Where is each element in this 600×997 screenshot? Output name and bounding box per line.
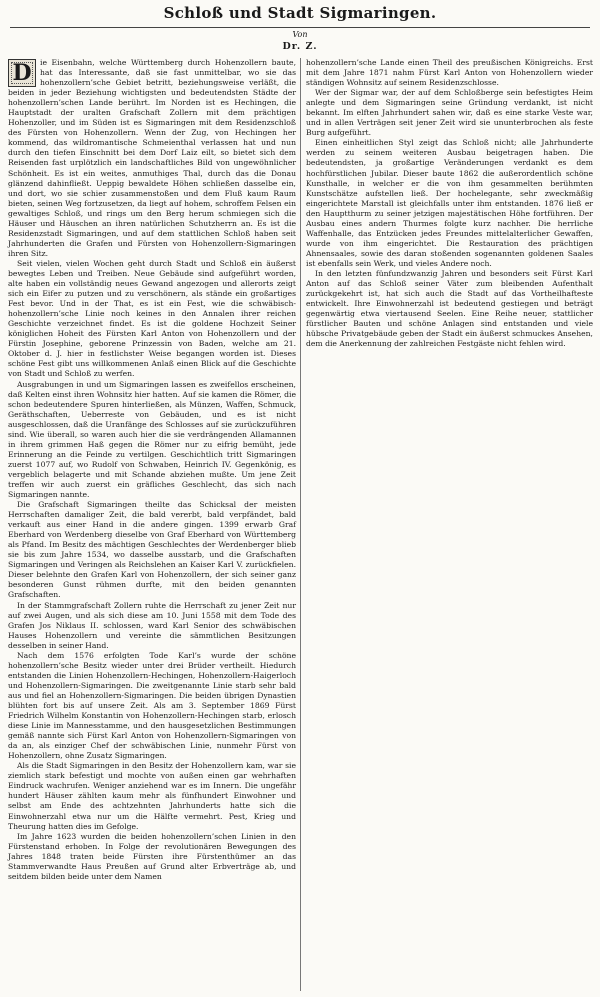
right-column (306, 58, 593, 349)
paragraph: Als die Stadt Sigmaringen in den Besitz der Hohenzollern kam, war sie ziemlich stark befestigt und mochte von außen einen gar wehrhaften Eindruck wachrufen. Weniger anziehend war es im Innern. Die ungefähr hundert Häuser zählten kaum mehr als fünfhundert Einwohner und selbst am Ende des achtzehnten Jahrhunderts hatte sich die Einwohnerzahl etwa nur um die Hälfte vermehrt. Pest, Krieg und Theurung hatten dies im Gefolge. (8, 761, 296, 831)
paragraph-text: ie Eisenbahn, welche Württemberg durch Hohenzollern baute, hat das Interessante, daß sie fast unmittelbar, wo sie das hohenzollern’sche Gebiet betritt, beziehungsweise verläßt, die beiden in jeder Beziehung wichtigsten und bedeutendsten Städte der hohenzollern’schen Lande berührt. Im Norden ist es Hechingen, die Hauptstadt der uralten Grafschaft Zollern mit dem prächtigen Hohenzoller, und im Süden ist es Sigmaringen mit dem Residenzschloß des Fürsten von Hohenzollern. Wenn der Zug, von Hechingen her kommend, das wildromantische Schmeienthal verlassen hat und nun durch den tiefen Einschnitt bei dem Dorf Laiz eilt, so bietet sich dem Reisenden fast urplötzlich ein landschaftliches Bild von ungewöhnlicher Schönheit. Es ist ein weites, anmuthiges Thal, durch das die Donau glänzend dahinfließt. Ueppig bewaldete Höhen schließen dasselbe ein, und dort, wo sie schier zusammenstoßen und dem Fluß kaum Raum bieten, seinen Weg fortzusetzen, da liegt auf hohem, schroffem Felsen ein gewaltiges Schloß, und rings um den Berg herum schmiegen sich die Häuser und Häuschen an ihren natürlichen Schutzherrn an. Es ist die Residenzstadt Sigmaringen, und auf dem stattlichen Schloß haben seit Jahrhunderten die Grafen und Fürsten von Hohenzollern-Sigmaringen ihren Sitz. (8, 58, 296, 258)
paragraph: In der Stammgrafschaft Zollern ruhte die Herrschaft zu jener Zeit nur auf zwei Augen, und als sich diese am 10. Juni 1558 mit dem Tode des Grafen Jos Niklaus II. schlossen, ward Karl Senior des schwäbischen Hauses Hohenzollern und vereinte die sämmtlichen Besitzungen desselben in seiner Hand. (8, 600, 296, 650)
byline-prefix: Von (292, 30, 308, 39)
left-column (8, 58, 296, 882)
dropcap-ornament (8, 59, 36, 87)
dropcap-letter: D (12, 60, 32, 86)
paragraph: Die Grafschaft Sigmaringen theilte das Schicksal der meisten Herrschaften damaliger Zeit, die bald vererbt, bald verpfändet, bald verkauft aus einer Hand in die andere gingen. 1399 erwarb Graf Eberhard von Werdenberg dieselbe von Graf Eberhard von Württemberg als Pfand. Im Besitz des mächtigen Geschlechtes der Werdenberger blieb sie bis zum Jahre 1534, wo dasselbe ausstarb, und die Grafschaften Sigmaringen und Veringen als Reichslehen an Kaiser Karl V. zurückfielen. Dieser belehnte den Grafen Karl von Hohenzollern, der sich seiner ganz besonderen Gunst rühmen durfte, mit den beiden genannten Grafschaften. (8, 500, 296, 600)
paragraph: Nach dem 1576 erfolgten Tode Karl’s wurde der schöne hohenzollern’sche Besitz wieder unter drei Brüder vertheilt. Hiedurch entstanden die Linien Hohenzollern-Hechingen, Hohenzollern-Haigerloch und Hohenzollern-Sigmaringen. Die zweitgenannte Linie starb sehr bald aus und fiel an Hohenzollern-Sigmaringen. Die beiden übrigen Dynastien blühten fort bis auf unsere Zeit. Als am 3. September 1869 Fürst Friedrich Wilhelm Konstantin von Hohenzollern-Hechingen starb, erlosch diese Linie im Mannesstamme, und den hausgesetzlichen Bestimmungen gemäß nannte sich Fürst Karl Anton von Hohenzollern-Sigmaringen von da an, als einziger Chef der schwäbischen Linie, nunmehr Fürst von Hohenzollern, ohne Zusatz Sigmaringen. (8, 650, 296, 761)
paragraph: In den letzten fünfundzwanzig Jahren und besonders seit Fürst Karl Anton auf das Schloß seiner Väter zum bleibenden Aufenthalt zurückgekehrt ist, hat sich auch die Stadt auf das Vortheilhafteste entwickelt. Ihre Einwohnerzahl ist bedeutend gestiegen und beträgt gegenwärtig etwa viertausend Seelen. Eine Reihe neuer, stattlicher fürstlicher Bauten und schöne Anlagen sind entstanden und viele hübsche Privatgebäude geben der Stadt ein äußerst schmuckes Ansehen, dem die Anerkennung der zahlreichen Festgäste nicht fehlen wird. (306, 268, 593, 349)
paragraph (8, 58, 296, 259)
paragraph: Wer der Sigmar war, der auf dem Schloßberge sein befestigtes Heim anlegte und dem Sigmaringen seine Gründung verdankt, ist nicht bekannt. Im elften Jahrhundert sahen wir, daß es eine starke Veste war, und in allen Verträgen seit jener Zeit wird sie ununterbrochen als feste Burg aufgeführt. (306, 88, 593, 138)
byline-author: Dr. Z. (282, 41, 318, 52)
paragraph: hohenzollern’sche Lande einen Theil des preußischen Königreichs. Erst mit dem Jahre 1871 nahm Fürst Karl Anton von Hohenzollern wieder ständigen Wohnsitz auf seinem Residenzschlosse. (306, 58, 593, 88)
paragraph: Ausgrabungen in und um Sigmaringen lassen es zweifellos erscheinen, daß Kelten einst ihren Wohnsitz hier hatten. Auf sie kamen die Römer, die schon bedeutendere Spuren hinterließen, als Münzen, Waffen, Schmuck, Geräthschaften, Ueberreste von Gebäuden, und es ist nicht ausgeschlossen, daß die Uranfänge des Schlosses auf sie zurückzuführen sind. Wie überall, so waren auch hier die sie verdrängenden Allamannen in ihrem grimmen Haß gegen die Römer nur zu eifrig bemüht, jede Erinnerung an die Feinde zu vertilgen. Geschichtlich tritt Sigmaringen zuerst 1077 auf, wo Rudolf von Schwaben, Heinrich IV. Gegenkönig, es vergeblich belagerte und mit Schande abziehen mußte. Um jene Zeit treffen wir auch zuerst ein gräfliches Geschlecht, das sich nach Sigmaringen nannte. (8, 379, 296, 500)
title-rule (10, 27, 590, 28)
paragraph: Einen einheitlichen Styl zeigt das Schloß nicht; alle Jahrhunderte werden zu seinem weiteren Ausbau beigetragen haben. Die bedeutendsten, ja großartige Veränderungen verdankt es dem hochfürstlichen Jubilar. Dieser baute 1862 die außerordentlich schöne Kunsthalle, in welcher er die von ihm gesammelten berühmten Kunstschätze aufstellen ließ. Der hochelegante, sehr zweckmäßig eingerichtete Marstall ist gleichfalls unter ihm entstanden. 1876 ließ er den Hauptthurm zu seiner jetzigen majestätischen Höhe fortführen. Der Ausbau eines andern Thurmes folgte kurz nachher. Die herrliche Waffenhalle, das Entzücken jedes Freundes mittelalterlicher Gewaffen, wurde von ihm eingerichtet. Die Restauration des prächtigen Ahnensaales, sowie des daran stoßenden sogenannten goldenen Saales ist ebenfalls sein Werk, und vieles Andere noch. (306, 138, 593, 268)
column-divider (300, 58, 301, 991)
paragraph: Seit vielen, vielen Wochen geht durch Stadt und Schloß ein äußerst bewegtes Leben und Treiben. Neue Gebäude sind aufgeführt worden, alte haben ein vollständig neues Gewand angezogen und allerorts zeigt sich ein Eifer zu putzen und zu verschönern, als stände ein großartiges Fest bevor. Und in der That, es ist ein Fest, wie die schwäbisch-hohenzollern’sche Linie noch keines in den Annalen ihrer reichen Geschichte verzeichnet findet. Es ist die goldene Hochzeit Seiner königlichen Hoheit des Fürsten Karl Anton von Hohenzollern und der Fürstin Josephine, geborene Prinzessin von Baden, welche am 21. Oktober d. J. hier in festlichster Weise begangen worden ist. Dieses schöne Fest gibt uns willkommenen Anlaß einen Blick auf die Geschichte von Stadt und Schloß zu werfen. (8, 258, 296, 379)
article-title: Schloß und Stadt Sigmaringen. (163, 4, 437, 22)
paragraph: Im Jahre 1623 wurden die beiden hohenzollern’schen Linien in den Fürstenstand erhoben. In Folge der revolutionären Bewegungen des Jahres 1848 traten beide Fürsten ihre Fürstenthümer an das Stammverwandte Haus Preußen auf Grund alter Erbverträge ab, und seitdem bilden beide unter dem Namen (8, 831, 296, 881)
